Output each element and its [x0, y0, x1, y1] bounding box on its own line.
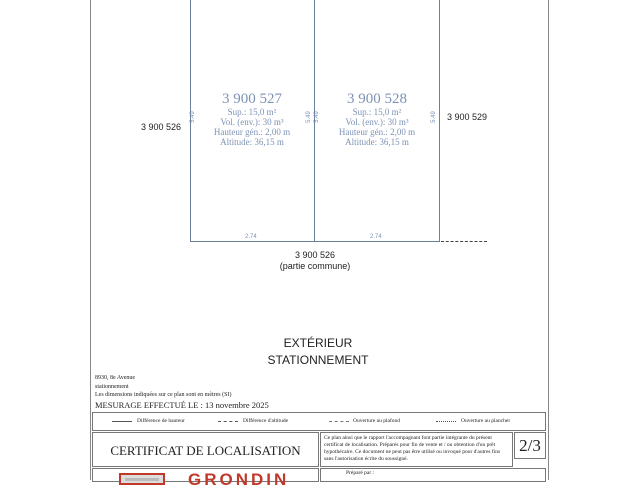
prepared-by-label: Préparé par :: [346, 470, 375, 476]
legend-line-dash: [329, 421, 349, 422]
page-border-right: [548, 0, 549, 480]
logo-text: GRONDIN: [188, 470, 290, 489]
page-number-box: [514, 432, 546, 459]
legend-line-dashed: [218, 421, 238, 422]
page-number: 2/3: [519, 436, 541, 455]
lot-height: Hauteur gén.: 2,00 m: [338, 127, 416, 137]
legend-item: Différence d'altitude: [243, 418, 289, 424]
legend-box: [92, 412, 546, 431]
units-note: Les dimensions indiquées sur ce plan sont en mètres (SI): [95, 392, 232, 398]
zone-label: [218, 335, 418, 369]
neighbor-lot-bottom: [255, 250, 375, 272]
lot-altitude: Altitude: 36,15 m: [345, 137, 409, 147]
dimension-label: 5.49: [189, 111, 196, 123]
lot-line-bottom: [190, 241, 440, 242]
neighbor-lot-note: (partie commune): [279, 261, 351, 271]
lot-number: 3 900 528: [347, 91, 407, 107]
lot-volume: Vol. (env.): 30 m³: [220, 117, 284, 127]
legend-item: Ouverture au plafond: [353, 418, 401, 424]
legend-item: Ouverture au plancher: [461, 418, 511, 424]
certificate-title-box: [92, 432, 319, 467]
address: 8930, 8e Avenue: [95, 375, 136, 381]
measured-date: MESURAGE EFFECTUÉ LE : 13 novembre 2025: [95, 399, 269, 410]
dashed-line: [441, 241, 487, 242]
lot-line: [439, 0, 440, 242]
lot-3900527: [190, 91, 314, 147]
disclaimer-text: Ce plan ainsi que le rapport l'accompagnant font partie intégrante du présent certificat de localisation. Préparés pour fin de vente et / ou obtention d'un prêt hypothécaire. Ce document ne peut pas être utilisé ou invoqué pour d'autres fins sans l'autorisation écrite du soussigné.: [324, 435, 501, 462]
logo-mark: [119, 473, 165, 485]
zone-line-1: EXTÉRIEUR: [283, 336, 353, 350]
page-border-left: [90, 0, 91, 480]
lot-volume: Vol. (env.): 30 m³: [345, 117, 409, 127]
dimension-label: 2.74: [245, 234, 257, 240]
lot-3900528: [315, 91, 439, 147]
dimension-label: 5.49: [313, 111, 320, 123]
legend-item: Différence de hauteur: [137, 418, 185, 424]
use: stationnement: [95, 383, 129, 390]
neighbor-lot-left: 3 900 526: [141, 122, 182, 132]
dimension-label: 2.74: [370, 234, 382, 240]
neighbor-lot-number: 3 900 526: [294, 250, 336, 260]
dimension-label: 5.49: [305, 111, 312, 123]
disclaimer-box: [320, 432, 513, 467]
neighbor-lot-right: 3 900 529: [447, 112, 488, 122]
lot-surface: Sup.: 15,0 m²: [352, 107, 402, 117]
lot-surface: Sup.: 15,0 m²: [227, 107, 277, 117]
lot-number: 3 900 527: [222, 91, 282, 107]
dimension-label: 5.49: [430, 111, 437, 123]
zone-line-2: STATIONNEMENT: [267, 353, 369, 367]
notes: [95, 374, 269, 411]
legend-line-dotted: [436, 421, 456, 422]
certificate-title: CERTIFICAT DE LOCALISATION: [110, 443, 301, 458]
legend-line-solid: [112, 421, 132, 422]
lot-height: Hauteur gén.: 2,00 m: [213, 127, 291, 137]
lot-altitude: Altitude: 36,15 m: [220, 137, 284, 147]
